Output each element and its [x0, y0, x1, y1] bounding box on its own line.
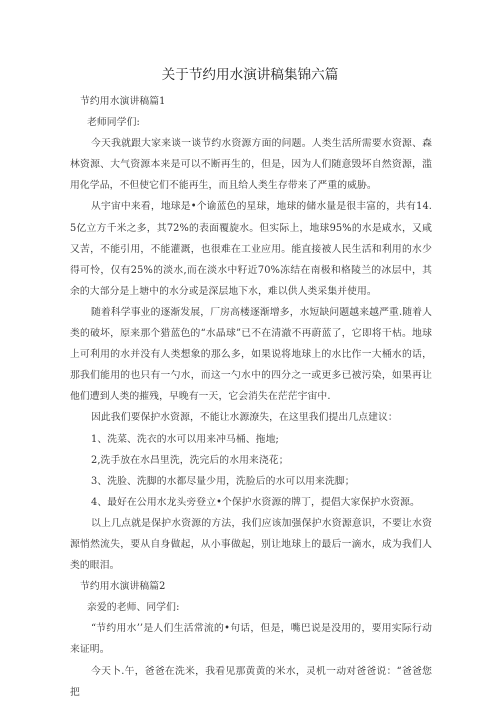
- section-heading: 节约用水演讲稿篇2: [80, 581, 166, 593]
- paragraph: “节约用水’’是人们生活常流的•句话，但是，嘴巴说是没用的，要用实际行动来证明。: [70, 623, 432, 656]
- paragraph: 3、洗脸、洗脚的水都尽量少用，洗脸后的水可以用来洗脚；: [91, 475, 355, 487]
- paragraph: 老师同学们:: [87, 117, 140, 129]
- paragraph: 今天我就跟大家来谈一谈节约水资源方面的问题。人类生活所需要水资源、森林资源、大气资源本来是可以不断再生的，但是，因为人们随意毁坏自然资源，滥用化学品，不但使它们不能再生，而且给人类生存带来了严重的威胁。: [70, 138, 432, 192]
- paragraph: 亲爱的老师、同学们:: [87, 602, 180, 614]
- paragraph: 从宇宙中来看，地球是•个谕蓝色的星球，地球的储水量是很丰富的，共有14.5亿立方千米之多，其72%的表面覆旋水。但实际上，地球95%的水是咸水，又咸又苦，不能引用，不能灌溉，也很难在工业应用。能直接被人民生活和利用的水少得可怜，仅有25%的淡水,而在淡水中籽近70%冻结在南极和格陵兰的冰层中，其余的大部分是上塘中的水分或是深层地下水，难以供人类采集并使用。: [70, 201, 432, 297]
- document-body: [70, 91, 432, 703]
- paragraph: 4、最好在公用水龙头旁登立•个保护水资源的牌丁，提倡大家保护水资源。: [91, 496, 420, 508]
- document-title: 关于节约用水演讲稿集锦六篇: [161, 67, 339, 83]
- paragraph: 以上几点就是保护水资源的方法，我们应该加强保护水资源意识，不要让水资源悄然流失，要从自身做起，从小事做起，别让地球上的最后一滴水，成为我们人类的眼泪。: [70, 517, 432, 572]
- paragraph: 今天卜.午，爸爸在洗米，我看见那黄黄的米水，灵机一动对爸爸说：“爸爸您把: [70, 665, 432, 698]
- paragraph: 1、洗菜、洗衣的水可以用来冲马桶、拖地;: [91, 433, 279, 445]
- paragraph: 因此我们要保护水资源，不能让水源潦失，在这里我们提出几点建议：: [91, 412, 398, 424]
- paragraph: 随着科学事业的逐渐发展，厂房高楼逐渐增多，水短缺问题越来越严重.随着人类的破坏，原来那个猎蓝色的“水晶球”已不在清澈不再蔚蓝了，它即将干枯。地球上可利用的水并没有人类想象的那么多，如果说将地球上的水比作一大桶水的话，那我们能用的也只有一勺水，而这一勺水中的四分之一或更多已被污染，如果再让他们遭到人类的摧残，早晚有一天，它会消失在茫茫宇宙中.: [70, 306, 432, 403]
- section-heading: 节约用水演讲稿篇1: [80, 96, 166, 107]
- paragraph: 2,洗手放在水昌里洗，洗完后的水用来浇花；: [91, 454, 289, 466]
